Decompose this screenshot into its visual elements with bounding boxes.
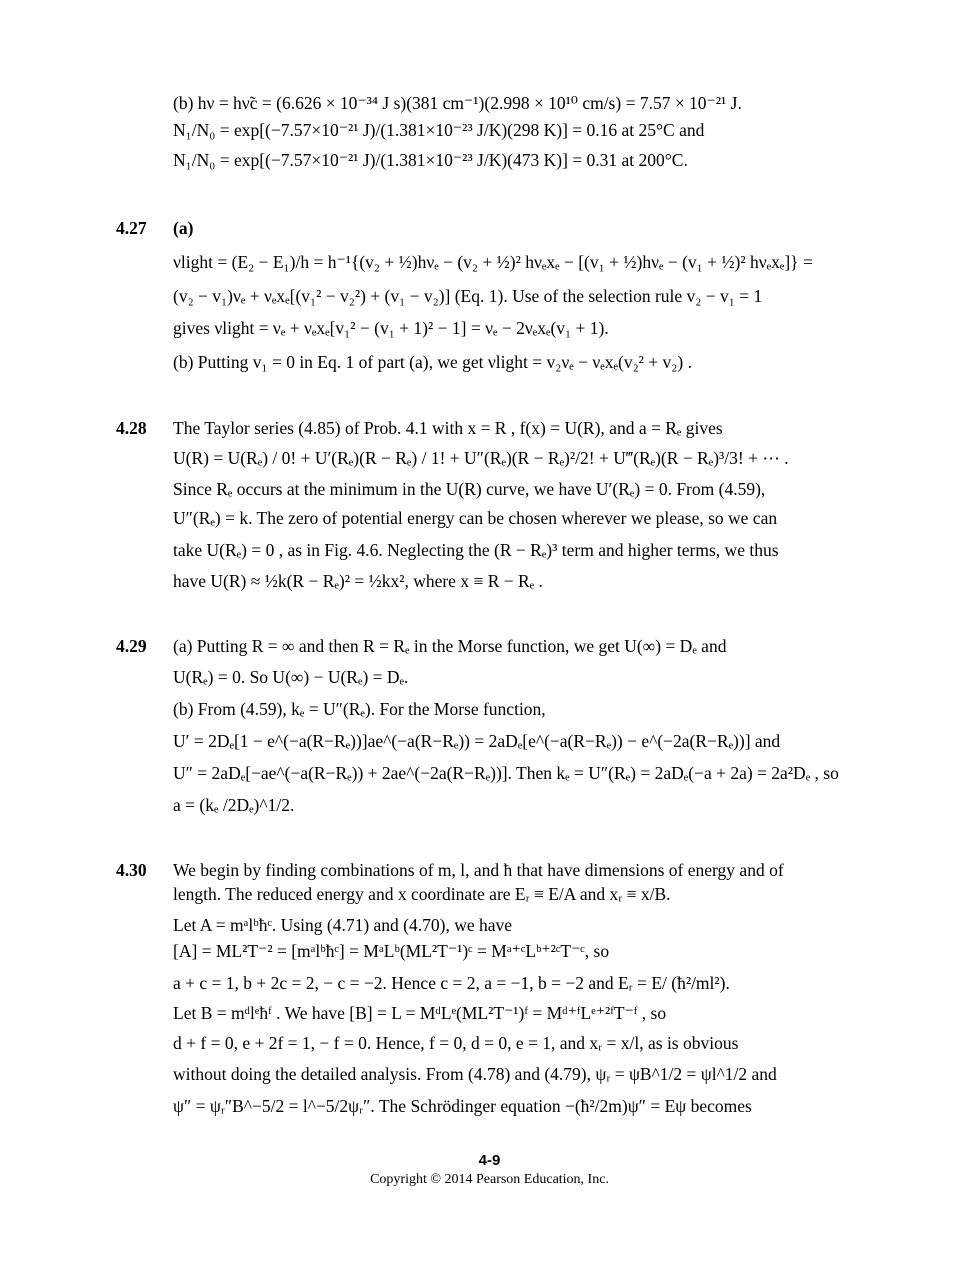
p427-line-5: (b) Putting v₁ = 0 in Eq. 1 of part (a), we get νlight = v₂νₑ − νₑxₑ(v₂² + v₂) .	[173, 352, 692, 372]
p428-line-1: The Taylor series (4.85) of Prob. 4.1 with x = R , f(x) = U(R), and a = Rₑ gives	[173, 418, 723, 438]
p429-line-1: (a) Putting R = ∞ and then R = Rₑ in the Morse function, we get U(∞) = Dₑ and	[173, 636, 727, 656]
p430-line-6: Let B = mᵈlᵉħᶠ . We have [B] = L = MᵈLᵉ(ML²T⁻¹)ᶠ = Mᵈ⁺ᶠLᵉ⁺²ᶠT⁻ᶠ , so	[173, 1003, 667, 1023]
p429-line-2: U(Rₑ) = 0. So U(∞) − U(Rₑ) = Dₑ.	[173, 667, 409, 687]
p430-line-7: d + f = 0, e + 2f = 1, − f = 0. Hence, f = 0, d = 0, e = 1, and xᵣ = x/l, as is obvious	[173, 1033, 739, 1053]
p430-line-8: without doing the detailed analysis. From (4.78) and (4.79), ψᵣ = ψB^1/2 = ψl^1/2 and	[173, 1064, 777, 1084]
p430-line-2: length. The reduced energy and x coordinate are Eᵣ ≡ E/A and xᵣ ≡ x/B.	[173, 884, 671, 904]
p427-line-4: gives νlight = νₑ + νₑxₑ[v₁² − (v₁ + 1)² − 1] = νₑ − 2νₑxₑ(v₁ + 1).	[173, 318, 609, 338]
p427-line-2: νlight = (E₂ − E₁)/h = h⁻¹{(v₂ + ½)hνₑ − (v₂ + ½)² hνₑxₑ − [(v₁ + ½)hνₑ − (v₁ + ½)² hνₑxₑ]} =	[173, 252, 813, 272]
p427-line-3: (v₂ − v₁)νₑ + νₑxₑ[(v₁² − v₂²) + (v₁ − v₂)] (Eq. 1). Use of the selection rule v₂ − v₁ = 1	[173, 286, 763, 306]
p428-line-6: have U(R) ≈ ½k(R − Rₑ)² = ½kx², where x ≡ R − Rₑ .	[173, 571, 543, 591]
p428-line-2: U(R) = U(Rₑ) / 0! + U′(Rₑ)(R − Rₑ) / 1! + U″(Rₑ)(R − Rₑ)²/2! + U‴(Rₑ)(R − Rₑ)³/3! + ⋯ .	[173, 448, 789, 468]
p428-line-5: take U(Rₑ) = 0 , as in Fig. 4.6. Neglecting the (R − Rₑ)³ term and higher terms, we thus	[173, 540, 779, 560]
p430-line-1: We begin by finding combinations of m, l, and ħ that have dimensions of energy and of	[173, 860, 784, 880]
problem-number-4-27: 4.27	[116, 218, 147, 238]
prev-line-2: N₁/N₀ = exp[(−7.57×10⁻²¹ J)/(1.381×10⁻²³ J/K)(298 K)] = 0.16 at 25°C and	[173, 120, 705, 140]
p428-line-3: Since Rₑ occurs at the minimum in the U(R) curve, we have U′(Rₑ) = 0. From (4.59),	[173, 479, 766, 499]
p428-line-4: U″(Rₑ) = k. The zero of potential energy can be chosen wherever we please, so we can	[173, 508, 778, 528]
p430-line-5: a + c = 1, b + 2c = 2, − c = −2. Hence c = 2, a = −1, b = −2 and Eᵣ = E/ (ħ²/ml²).	[173, 973, 730, 993]
copyright-notice: Copyright © 2014 Pearson Education, Inc.	[370, 1172, 609, 1187]
p429-line-3: (b) From (4.59), kₑ = U″(Rₑ). For the Morse function,	[173, 699, 546, 719]
problem-number-4-28: 4.28	[116, 418, 147, 438]
p430-line-9: ψ″ = ψᵣ″B^−5/2 = l^−5/2ψᵣ″. The Schrödinger equation −(ħ²/2m)ψ″ = Eψ becomes	[173, 1096, 752, 1116]
problem-number-4-29: 4.29	[116, 636, 147, 656]
p430-line-3: Let A = mᵃlᵇħᶜ. Using (4.71) and (4.70), we have	[173, 915, 513, 935]
problem-number-4-30: 4.30	[116, 860, 147, 880]
p430-line-4: [A] = ML²T⁻² = [mᵃlᵇħᶜ] = MᵃLᵇ(ML²T⁻¹)ᶜ = Mᵃ⁺ᶜLᵇ⁺²ᶜT⁻ᶜ, so	[173, 941, 610, 961]
p429-line-6: a = (kₑ /2Dₑ)^1/2.	[173, 795, 295, 815]
p429-line-5: U″ = 2aDₑ[−ae^(−a(R−Rₑ)) + 2ae^(−2a(R−Rₑ))]. Then kₑ = U″(Rₑ) = 2aDₑ(−a + 2a) = 2a²Dₑ , so	[173, 763, 839, 783]
page-number: 4-9	[478, 1152, 501, 1169]
p429-line-4: U′ = 2Dₑ[1 − e^(−a(R−Rₑ))]ae^(−a(R−Rₑ)) = 2aDₑ[e^(−a(R−Rₑ)) − e^(−2a(R−Rₑ))] and	[173, 731, 781, 751]
p427-line-1: (a)	[173, 218, 194, 238]
prev-line-1: (b) hν = hν̃c = (6.626 × 10⁻³⁴ J s)(381 cm⁻¹)(2.998 × 10¹⁰ cm/s) = 7.57 × 10⁻²¹ J.	[173, 93, 742, 113]
prev-line-3: N₁/N₀ = exp[(−7.57×10⁻²¹ J)/(1.381×10⁻²³ J/K)(473 K)] = 0.31 at 200°C.	[173, 150, 688, 170]
